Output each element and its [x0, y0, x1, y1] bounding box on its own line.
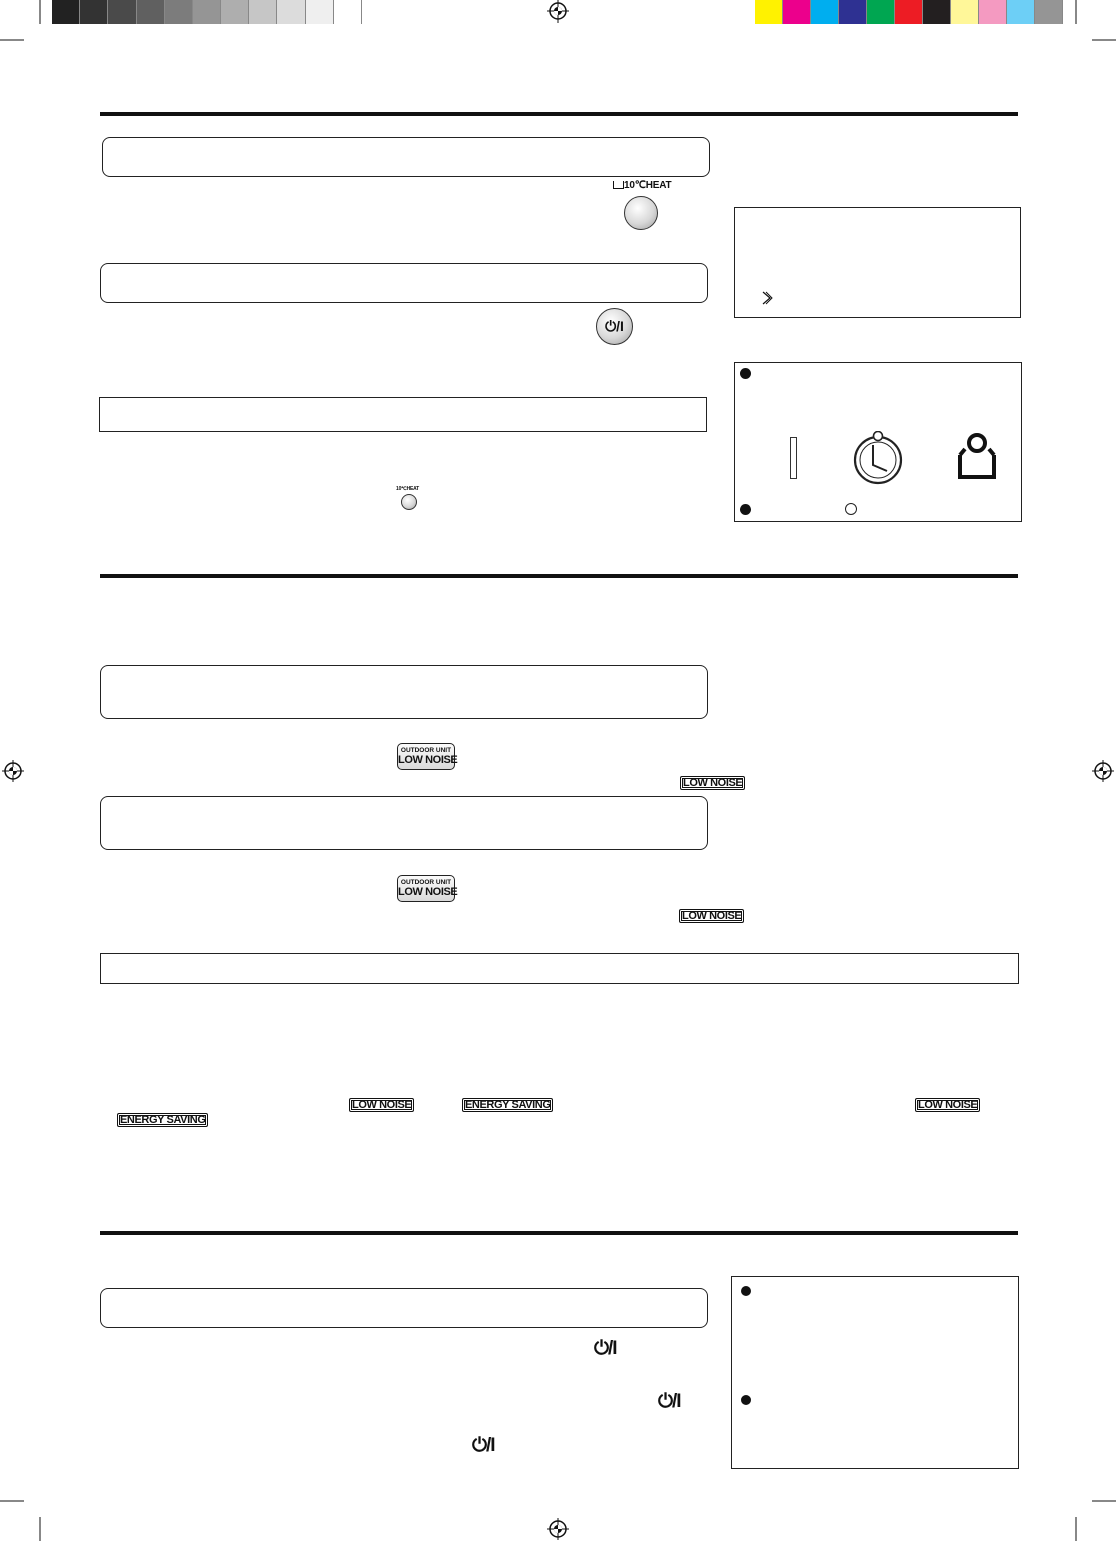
power-button-label: ⏻/I [605, 318, 624, 334]
bullet-dot [741, 1286, 751, 1296]
timer-clock-icon [851, 431, 905, 487]
heat-10c-small-button [401, 494, 417, 510]
heading-box-10c-heat-stop [100, 263, 708, 303]
power-symbol-2: ⏻/I [658, 1391, 681, 1412]
info-box-display [734, 207, 1021, 318]
button-line-2: LOW NOISE [398, 886, 458, 898]
low-noise-badge-2: LOW NOISE [679, 909, 744, 923]
section-rule-3 [100, 1231, 1018, 1235]
heading-box-low-noise-stop [100, 796, 708, 850]
button-line-2: LOW NOISE [398, 754, 458, 766]
bullet-dot [741, 1395, 751, 1405]
heading-box-timer [100, 1288, 708, 1328]
button-line-1: OUTDOOR UNIT [400, 747, 452, 754]
section-rule-2 [100, 574, 1018, 578]
low-noise-badge-1: LOW NOISE [680, 776, 745, 790]
bullet-dot [740, 368, 751, 379]
heat-10c-button[interactable] [624, 196, 658, 230]
outdoor-unit-low-noise-button-1[interactable] [397, 743, 458, 770]
power-symbol-1: ⏻/I [594, 1338, 617, 1359]
indicator-lamp-bar [790, 437, 797, 479]
standby-house-icon [955, 431, 1001, 481]
fan-flow-icon [761, 290, 773, 306]
energy-saving-badge-1: ENERGY SAVING [462, 1098, 553, 1112]
lamp-off-circle [845, 503, 857, 515]
section-rule-1 [100, 112, 1018, 116]
low-noise-badge-3: LOW NOISE [349, 1098, 414, 1112]
note-box-low-noise [100, 953, 1019, 984]
bullet-dot [740, 504, 751, 515]
heading-box-low-noise-start [100, 665, 708, 719]
heading-box-10c-heat-start [102, 137, 710, 177]
heat-10c-button-label: 10℃HEAT [613, 180, 671, 191]
outdoor-unit-low-noise-button-2[interactable] [397, 875, 458, 902]
low-noise-badge-4: LOW NOISE [915, 1098, 980, 1112]
note-box-10c-heat [99, 397, 707, 432]
power-button[interactable] [596, 308, 633, 345]
heat-10c-small-label: 10℃HEAT [396, 486, 420, 492]
info-box-timer-notes [731, 1276, 1019, 1469]
house-icon [613, 181, 624, 189]
energy-saving-badge-2: ENERGY SAVING [117, 1113, 208, 1127]
info-box-indicators [734, 362, 1022, 522]
button-line-1: OUTDOOR UNIT [400, 879, 452, 886]
power-symbol-3: ⏻/I [472, 1435, 495, 1456]
